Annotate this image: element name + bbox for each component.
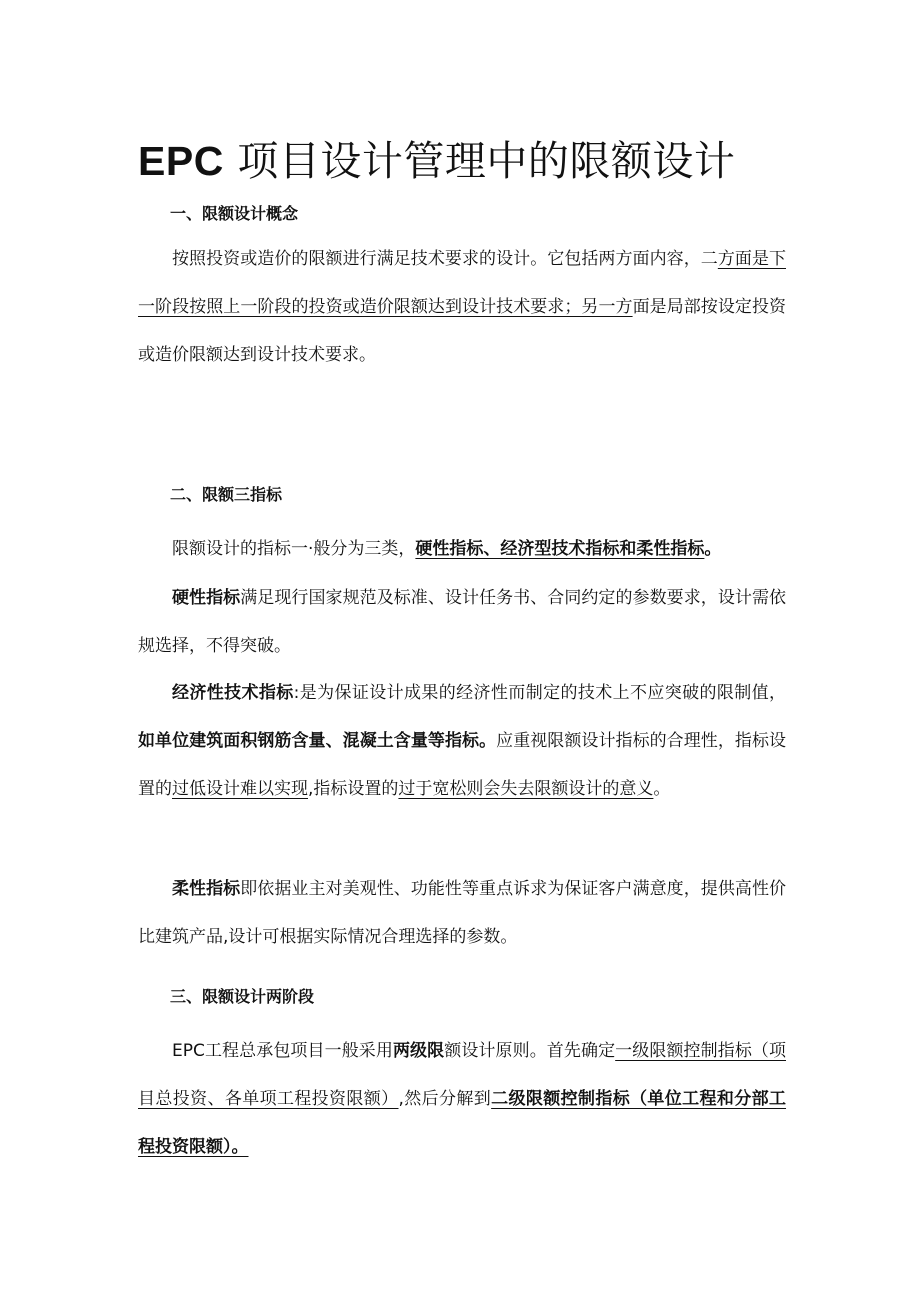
s2-p3-d: 应重视限额设计指标的合理性，指标设置的 — [138, 731, 787, 799]
s2-p4-b: 即依据业主对美观性、功能性等重点诉求为保证客户满意度，提供高性价比建筑产品,设计可根据实际情况合理选择的参数。 — [138, 879, 787, 947]
document-title — [138, 128, 735, 187]
s2-p3-e: 过低设计难以实现 — [172, 779, 308, 799]
s1-p1-a: 按照投资或造价的限额进行满足技术要求的设计。它包括两方面内容，二 — [172, 249, 718, 269]
s2-p2-b: 满足现行国家规范及标准、设计任务书、合同约定的参数要求，设计需依规选择，不得突破。 — [138, 588, 787, 656]
s3-p1-c: 限 — [427, 1041, 445, 1061]
s2-p3-f: ,指标设置的 — [308, 779, 399, 799]
section-2-intro — [138, 525, 786, 573]
s2-p3-h: 。 — [653, 779, 671, 799]
s2-p3-b: :是为保证设计成果的经济性而制定的技术上不应突破的限制值， — [293, 683, 786, 703]
s2-p1-a: 限额设计的指标一·般分为三类， — [172, 539, 416, 559]
section-1-paragraph — [138, 235, 786, 379]
s2-p1-c: 。 — [704, 539, 722, 559]
section-1-heading: 一、限额设计概念 — [170, 204, 299, 223]
s3-p1-a: EPC工程总承包项目一般采用 — [172, 1041, 393, 1061]
s3-p1-e: 一级限额控制指标（项目总投资、各单项工程投资限额） — [138, 1041, 786, 1109]
s3-p1-f: ,然后分解到 — [398, 1089, 492, 1109]
s1-p1-b: 方面是下一阶段按照上一阶段的投资或造价限额达到设计技术要求；另一方 — [138, 249, 786, 317]
flexible-index-paragraph — [138, 865, 786, 961]
title-prefix: EPC — [138, 138, 224, 184]
s2-p1-b: 硬性指标、经济型技术指标和柔性指标 — [415, 539, 705, 559]
hard-index-paragraph — [138, 574, 786, 670]
section-3-paragraph — [138, 1027, 786, 1171]
s3-p1-b: 两级 — [392, 1041, 428, 1061]
s3-p1-d: 额设计原则。首先确定 — [444, 1041, 616, 1061]
s2-p3-a: 经济性技术指标 — [172, 683, 294, 703]
s2-p3-c: 如单位建筑面积钢筋含量、混凝土含量等指标。 — [138, 731, 497, 751]
section-3-heading: 三、限额设计两阶段 — [170, 987, 315, 1006]
s2-p4-a: 柔性指标 — [172, 879, 241, 899]
s2-p2-a: 硬性指标 — [172, 588, 241, 608]
s3-p1-g: 二级限额控制指标（单位工程和分部工程投资限额）。 — [138, 1089, 787, 1157]
section-2-heading: 二、限额三指标 — [170, 485, 283, 504]
title-text: 项目设计管理中的限额设计 — [237, 137, 736, 185]
economic-index-paragraph — [138, 669, 786, 813]
s1-p1-c: 面是局部按设定投资或造价限额达到设计技术要求。 — [138, 297, 787, 365]
s2-p3-g: 过于宽松则会失去限额设计的意义 — [398, 779, 654, 799]
